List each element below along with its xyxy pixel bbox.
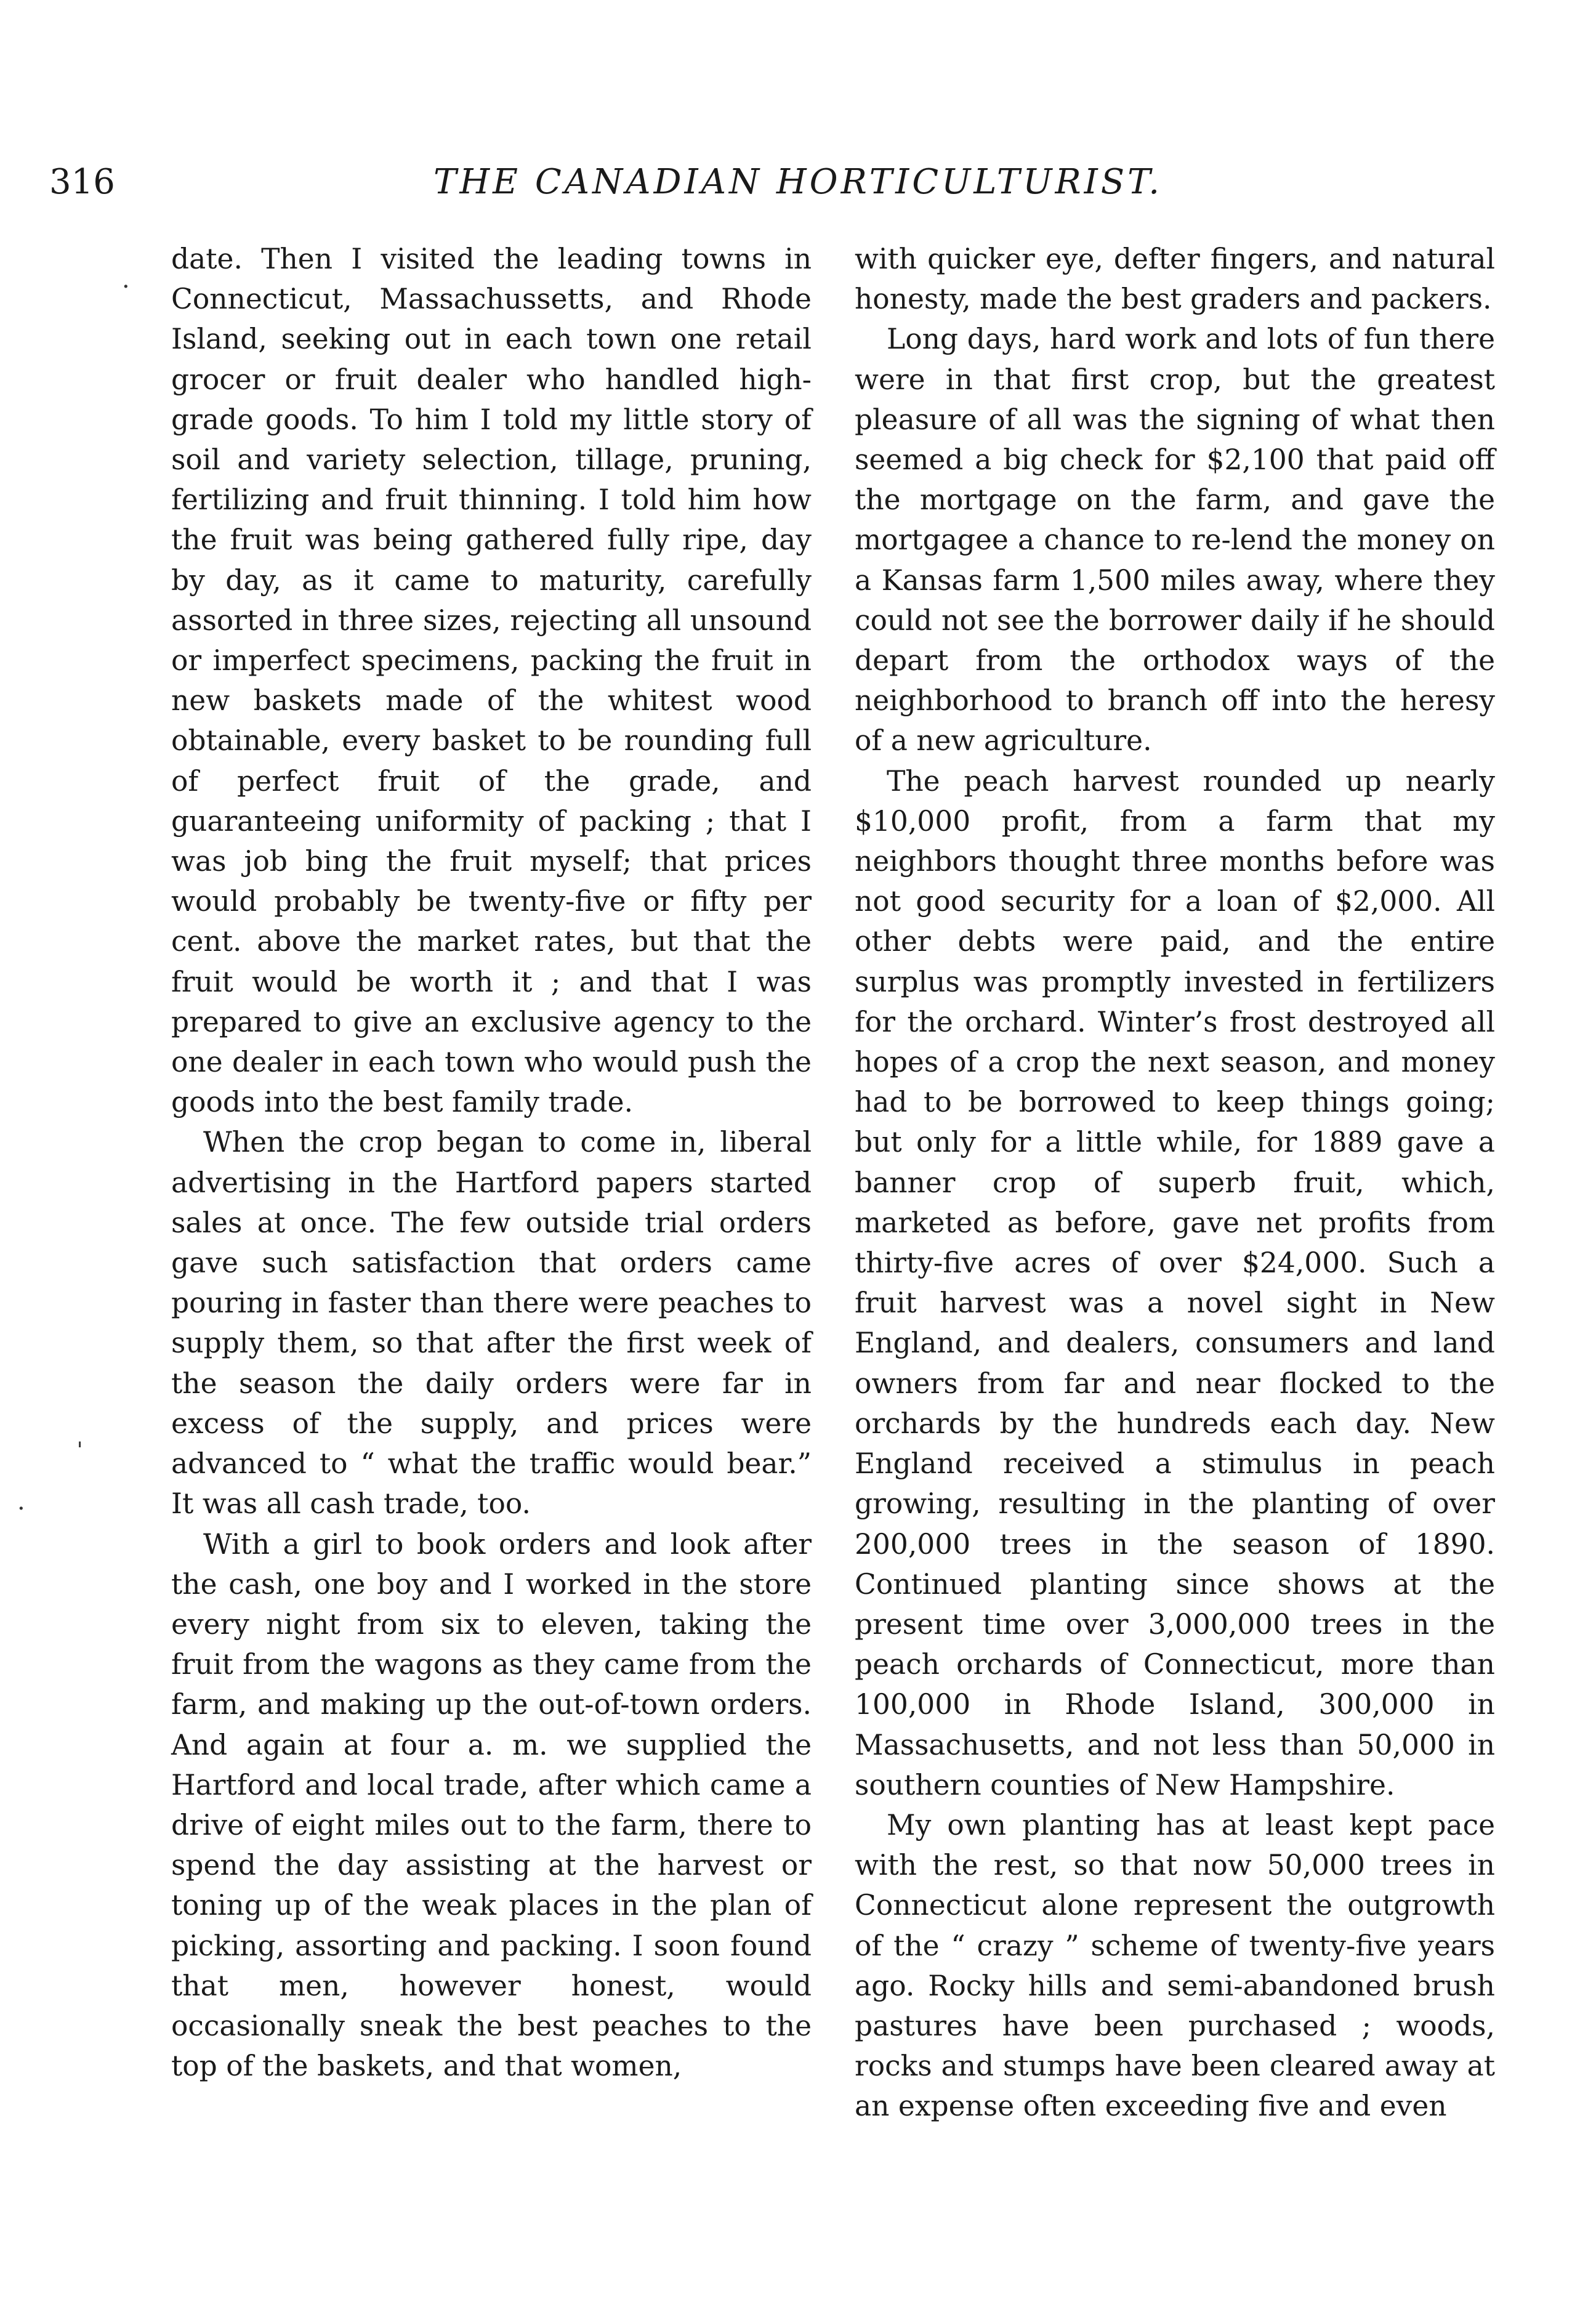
paragraph: When the crop began to come in, liberal advertising in the Hartford papers started sales at once. The few outside trial orders gave such satisfaction that orders came pouring in faster than there were peaches to supply them, so that after the first week of the season the daily orders were far in excess of the supply, and prices were advanced to “ what the traffic would bear.” It was all cash trade, too. bbox=[171, 1126, 812, 1521]
page-number: 316 bbox=[49, 162, 115, 202]
paragraph: My own planting has at least kept pace with the rest, so that now 50,000 trees in Connecticut alone represent the outgrowth of the “ crazy ” scheme of twenty-five years ago. Rocky hills and semi-abandoned brush pastures have been purchased ; woods, rocks and stumps have been cleared away at an expense often exceeding five and even bbox=[855, 1808, 1495, 2123]
left-column bbox=[171, 239, 812, 2086]
paragraph: with quicker eye, defter fingers, and natural honesty, made the best graders and packers. bbox=[855, 243, 1495, 316]
paragraph: Long days, hard work and lots of fun there were in that first crop, but the greatest pleasure of all was the signing of what then seemed a big check for $2,100 that paid off the mortgage on the farm, and gave the mortgagee a chance to re-lend the money on a Kansas farm 1,500 miles away, where they could not see the borrower daily if he should depart from the orthodox ways of the neighborhood to branch off into the heresy of a new agriculture. bbox=[855, 323, 1495, 758]
right-column bbox=[855, 239, 1495, 2127]
paragraph: date. Then I visited the leading towns in Connecticut, Massachussetts, and Rhode Island, seeking out in each town one retail grocer or fruit dealer who handled high-grade goods. To him I told my little story of soil and variety selection, tillage, pruning, fertilizing and fruit thinning. I told him how the fruit was being gathered fully ripe, day by day, as it came to maturity, carefully assorted in three sizes, rejecting all unsound or imperfect specimens, packing the fruit in new baskets made of the whitest wood obtainable, every basket to be rounding full of perfect fruit of the grade, and guaranteeing uniformity of packing ; that I was job bing the fruit myself; that prices would probably be twenty-five or fifty per cent. above the market rates, but that the fruit would be worth it ; and that I was prepared to give an exclusive agency to the one dealer in each town who would push the goods into the best family trade. bbox=[171, 243, 812, 1119]
margin-speck: ˈ bbox=[76, 1438, 83, 1466]
running-title: THE CANADIAN HORTICULTURIST. bbox=[433, 162, 1163, 202]
paragraph: The peach harvest rounded up nearly $10,000 profit, from a farm that my neighbors thought three months before was not good security for a loan of $2,000. All other debts were paid, and the entire surplus was promptly invested in fertilizers for the orchard. Winter’s frost destroyed all hopes of a crop the next season, and money had to be borrowed to keep things going; but only for a little while, for 1889 gave a banner crop of superb fruit, which, marketed as before, gave net profits from thirty-five acres of over $24,000. Such a fruit harvest was a novel sight in New England, and dealers, consumers and land owners from far and near flocked to the orchards by the hundreds each day. New England received a stimulus in peach growing, resulting in the planting of over 200,000 trees in the season of 1890. Continued planting since shows at the present time over 3,000,000 trees in the peach orchards of Connecticut, more than 100,000 in Rhode Island, 300,000 in Massachusetts, and not less than 50,000 in southern counties of New Hampshire. bbox=[855, 764, 1495, 1801]
margin-speck: · bbox=[17, 1495, 25, 1523]
paragraph: With a girl to book orders and look after the cash, one boy and I worked in the store every night from six to eleven, taking the fruit from the wagons as they came from the farm, and making up the out-of-town orders. And again at four a. m. we supplied the Hartford and local trade, after which came a drive of eight miles out to the farm, there to spend the day assisting at the harvest or toning up of the weak places in the plan of picking, assorting and packing. I soon found that men, however honest, would occasionally sneak the best peaches to the top of the baskets, and that women, bbox=[171, 1527, 812, 2083]
margin-speck: · bbox=[122, 273, 130, 301]
